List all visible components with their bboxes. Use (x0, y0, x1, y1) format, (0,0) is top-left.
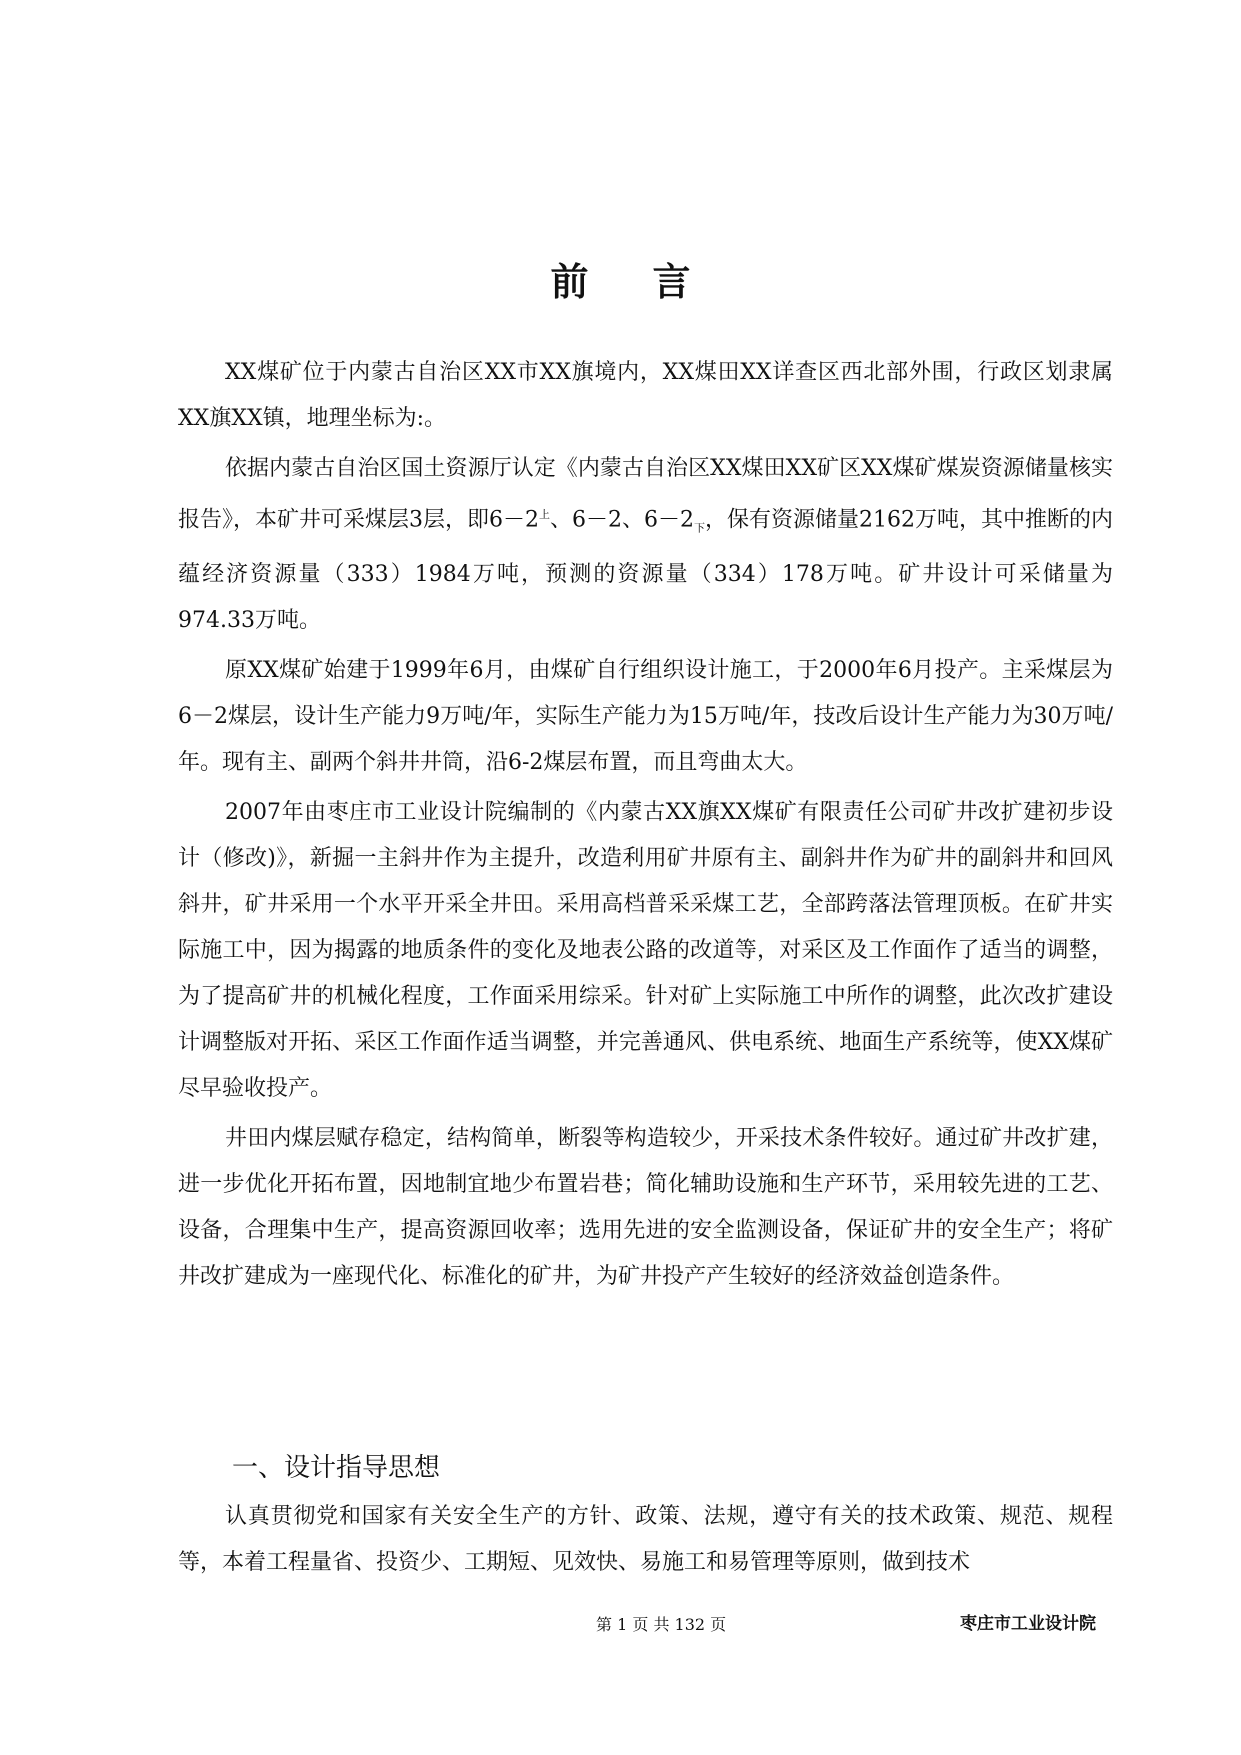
paragraph-location: XX煤矿位于内蒙古自治区XX市XX旗境内，XX煤田XX详查区西北部外围，行政区划隶属XX旗XX镇，地理坐标为:。 (178, 360, 1113, 431)
preface-body (178, 350, 1113, 1304)
page-title: 前言 (550, 259, 755, 305)
reserves-text-a: 依据内蒙古自治区国土资源厅认定《内蒙古自治区XX煤田XX矿区XX煤矿煤炭资源储量核实报告》，本矿井可采煤层3层，即6－2 (178, 456, 1113, 533)
paragraph-guiding: 认真贯彻党和国家有关安全生产的方针、政策、法规，遵守有关的技术政策、规范、规程等，本着工程量省、投资少、工期短、见效快、易施工和易管理等原则，做到技术 (178, 1504, 1113, 1575)
paragraph-history: 原XX煤矿始建于1999年6月，由煤矿自行组织设计施工，于2000年6月投产。主采煤层为6－2煤层，设计生产能力9万吨/年，实际生产能力为15万吨/年，技改后设计生产能力为30万吨/年。现有主、副两个斜井井筒，沿6-2煤层布置，而且弯曲太大。 (178, 657, 1113, 775)
seam-sup: 上 (539, 508, 550, 521)
footer-page-number: 第 1 页 共 132 页 (596, 1615, 727, 1634)
section-heading: 一、设计指导思想 (232, 1453, 441, 1483)
reserves-text-b: 、6－2、6－2 (550, 507, 694, 533)
paragraph-conditions: 井田内煤层赋存稳定，结构简单，断裂等构造较少，开采技术条件较好。通过矿井改扩建，进一步优化开拓布置，因地制宜地少布置岩巷；简化辅助设施和生产环节，采用较先进的工艺、设备，合理集中生产，提高资源回收率；选用先进的安全监测设备，保证矿井的安全生产；将矿井改扩建成为一座现代化、标准化的矿井，为矿井投产产生较好的经济效益创造条件。 (178, 1125, 1113, 1289)
seam-sub: 下 (694, 521, 705, 535)
section-body (178, 1494, 1113, 1586)
footer-organization: 枣庄市工业设计院 (960, 1614, 1096, 1634)
reserves-text-c: ，保有资源储量2162万吨，其中推断的内蕴经济资源量（333）1984万吨，预测的资源量（334）178万吨。矿井设计可采储量为974.33万吨。 (178, 507, 1113, 633)
paragraph-design-2007: 2007年由枣庄市工业设计院编制的《内蒙古XX旗XX煤矿有限责任公司矿井改扩建初步设计（修改)》，新掘一主斜井作为主提升，改造利用矿井原有主、副斜井作为矿井的副斜井和回风斜井，矿井采用一个水平开采全井田。采用高档普采采煤工艺，全部跨落法管理顶板。在矿井实际施工中，因为揭露的地质条件的变化及地表公路的改道等，对采区及工作面作了适当的调整，为了提高矿井的机械化程度，工作面采用综采。针对矿上实际施工中所作的调整，此次改扩建设计调整版对开拓、采区工作面作适当调整，并完善通风、供电系统、地面生产系统等，使XX煤矿尽早验收投产。 (178, 799, 1113, 1101)
paragraph-reserves (178, 446, 1113, 644)
